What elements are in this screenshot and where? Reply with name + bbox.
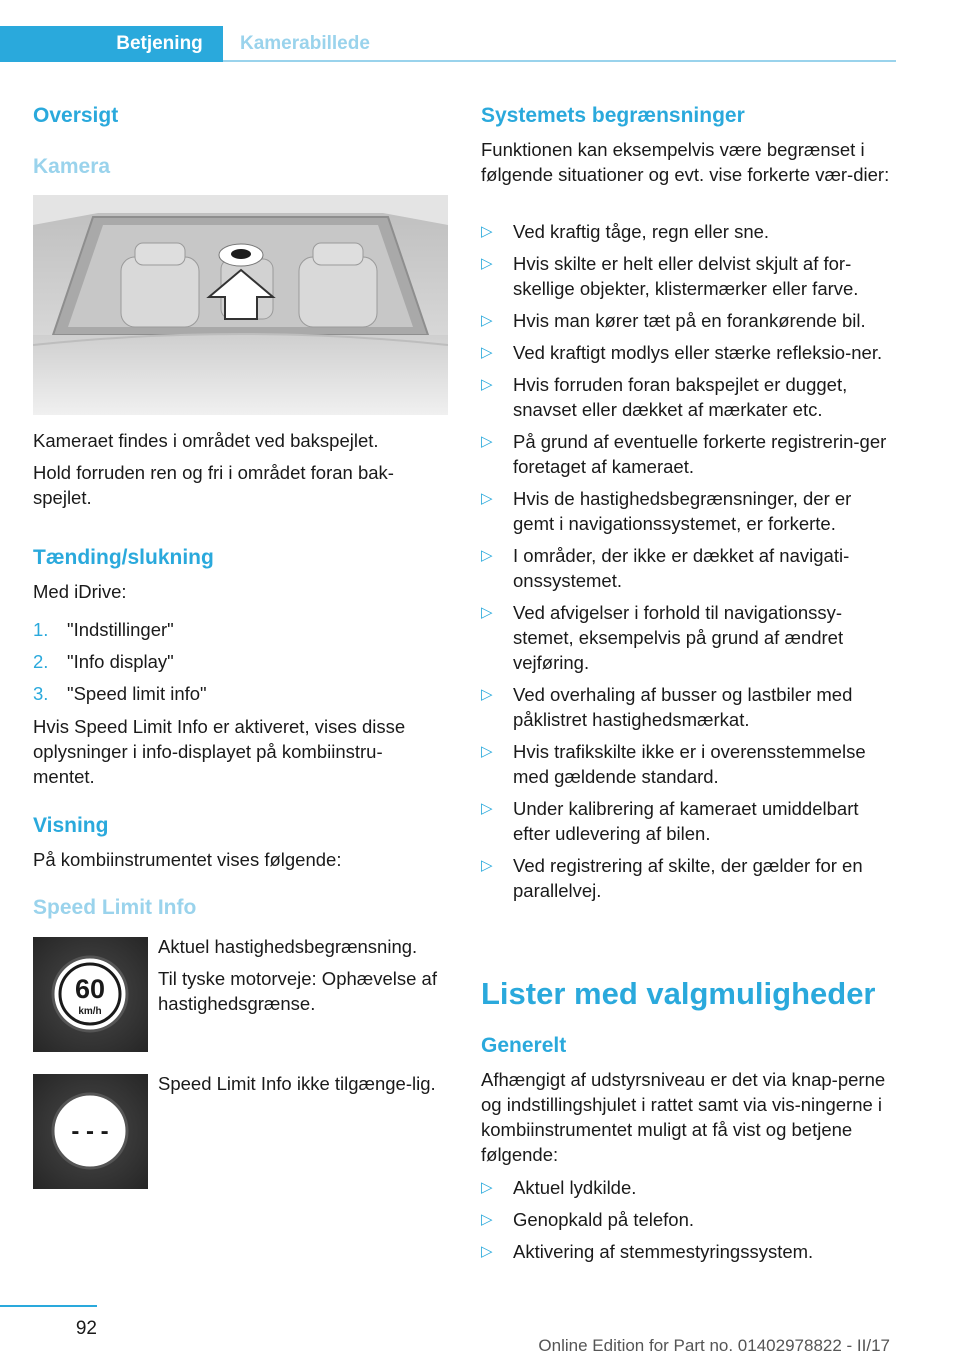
triangle-right-icon: ▷ (481, 1179, 493, 1196)
step-text: "Info display" (67, 651, 174, 672)
speed-limit-60-image (33, 937, 148, 1052)
heading-kamera: Kamera (33, 155, 111, 178)
triangle-right-icon: ▷ (481, 490, 493, 507)
triangle-right-icon: ▷ (481, 800, 493, 817)
triangle-right-icon: ▷ (481, 223, 493, 240)
list-item-text: Aktuel lydkilde. (513, 1177, 637, 1198)
sign-value-unavailable: - - - (71, 1118, 109, 1145)
sign-unit-kmh: km/h (78, 1006, 102, 1017)
sign1-description-1: Aktuel hastighedsbegrænsning. (158, 936, 418, 957)
list-item-text: Aktivering af stemmestyringssystem. (513, 1241, 814, 1262)
list-item (481, 219, 897, 244)
list-item-text: Ved kraftig tåge, regn eller sne. (513, 221, 770, 242)
list-item (481, 600, 897, 675)
list-item-text: Hvis forruden foran bakspejlet er dugget, snavset eller dækket af mærkater etc. (513, 374, 848, 420)
step-number: 1. (33, 619, 49, 640)
triangle-right-icon: ▷ (481, 547, 493, 564)
list-item (481, 1175, 897, 1200)
heading-oversigt: Oversigt (33, 104, 119, 127)
list-item-text: Ved overhaling af busser og lastbiler med påklistret hastighedsmærkat. (513, 684, 853, 730)
list-item (481, 429, 897, 479)
limitations-list (481, 219, 897, 910)
list-item-text: Hvis trafikskilte ikke er i overensstemmelse med gældende standard. (513, 741, 866, 787)
step-number: 2. (33, 651, 49, 672)
triangle-right-icon: ▷ (481, 743, 493, 760)
heading-taending-slukning: Tænding/slukning (33, 546, 214, 569)
list-item (481, 796, 897, 846)
heading-visning: Visning (33, 814, 109, 837)
options-list (481, 1175, 897, 1271)
header-tab-betjening: Betjening (96, 26, 223, 62)
camera-location-image (33, 195, 448, 415)
list-item-text: Hvis skilte er helt eller delvist skjult af for‐skellige objekter, klistermærker eller farve. (513, 253, 859, 299)
sign-value-60: 60 (74, 974, 106, 1004)
triangle-right-icon: ▷ (481, 312, 493, 329)
footer-edition-text: Online Edition for Part no. 01402978822 - II/17 (538, 1336, 890, 1355)
sign1-description-2: Til tyske motorveje: Ophævelse af hastighedsgrænse. (158, 968, 437, 1014)
list-item (481, 372, 897, 422)
speed-limit-sign-icon (33, 937, 148, 1052)
systemets-paragraph: Funktionen kan eksempelvis være begrænset i følgende situationer og evt. vise forkerte vær‐dier: (481, 139, 890, 185)
header-tab-kamerabillede: Kamerabillede (240, 33, 370, 54)
triangle-right-icon: ▷ (481, 344, 493, 361)
triangle-right-icon: ▷ (481, 1211, 493, 1228)
heading-generelt: Generelt (481, 1034, 567, 1057)
list-item-text: På grund af eventuelle forkerte registrerin‐ger foretaget af kameraet. (513, 431, 887, 477)
triangle-right-icon: ▷ (481, 255, 493, 272)
list-item-text: Under kalibrering af kameraet umiddelbart efter udlevering af bilen. (513, 798, 859, 844)
list-item (481, 1207, 897, 1232)
med-idrive-text: Med iDrive: (33, 581, 127, 602)
heading-systemets-begraensninger: Systemets begrænsninger (481, 104, 745, 127)
footer-rule (0, 1305, 97, 1307)
list-item (481, 308, 897, 333)
speed-info-paragraph: Hvis Speed Limit Info er aktiveret, vises disse oplysninger i info-displayet på kombiinstru‐mentet. (33, 716, 406, 787)
rear-window-illustration (33, 195, 448, 415)
idrive-step (33, 649, 449, 681)
list-item-text: Ved kraftigt modlys eller stærke refleksio‐ner. (513, 342, 883, 363)
kamera-paragraph-2: Hold forruden ren og fri i området foran bak‐spejlet. (33, 462, 394, 508)
list-item (481, 486, 897, 536)
speed-limit-unavailable-icon (33, 1074, 148, 1189)
generelt-paragraph: Afhængigt af udstyrsniveau er det via knap‐perne og indstillingshjulet i rattet samt via vis‐ningerne i kombiinstrumentet muligt at få vist og betjene følgende: (481, 1069, 886, 1165)
list-item-text: Genopkald på telefon. (513, 1209, 695, 1230)
list-item (481, 853, 897, 903)
idrive-step (33, 681, 449, 713)
step-text: "Indstillinger" (67, 619, 174, 640)
list-item-text: Ved afvigelser i forhold til navigationssy‐stemet, eksempelvis på grund af ændret vejføring. (513, 602, 844, 673)
page-number: 92 (75, 1318, 97, 1339)
list-item-text: Hvis man kører tæt på en forankørende bil. (513, 310, 866, 331)
triangle-right-icon: ▷ (481, 1243, 493, 1260)
list-item (481, 1239, 897, 1264)
speed-limit-unavailable-image (33, 1074, 148, 1189)
idrive-step (33, 617, 449, 649)
list-item (481, 543, 897, 593)
list-item-text: Ved registrering af skilte, der gælder for en parallelvej. (513, 855, 863, 901)
heading-speed-limit-info: Speed Limit Info (33, 896, 197, 919)
triangle-right-icon: ▷ (481, 686, 493, 703)
step-text: "Speed limit info" (67, 683, 207, 704)
triangle-right-icon: ▷ (481, 604, 493, 621)
list-item (481, 251, 897, 301)
list-item-text: Hvis de hastighedsbegrænsninger, der er gemt i navigationssystemet, er forkerte. (513, 488, 852, 534)
header-accent-bar (0, 26, 96, 62)
list-item (481, 340, 897, 365)
sign2-description: Speed Limit Info ikke tilgænge‐lig. (158, 1073, 436, 1094)
step-number: 3. (33, 683, 49, 704)
triangle-right-icon: ▷ (481, 376, 493, 393)
heading-lister-med-valgmuligheder: Lister med valgmuligheder (481, 976, 876, 1011)
idrive-steps-list (33, 617, 449, 713)
list-item (481, 739, 897, 789)
list-item-text: I områder, der ikke er dækket af navigati‐onssystemet. (513, 545, 850, 591)
header-rule (223, 60, 896, 62)
triangle-right-icon: ▷ (481, 857, 493, 874)
page-header (0, 26, 896, 62)
visning-paragraph: På kombiinstrumentet vises følgende: (33, 849, 342, 870)
kamera-paragraph-1: Kameraet findes i området ved bakspejlet. (33, 430, 379, 451)
list-item (481, 682, 897, 732)
triangle-right-icon: ▷ (481, 433, 493, 450)
